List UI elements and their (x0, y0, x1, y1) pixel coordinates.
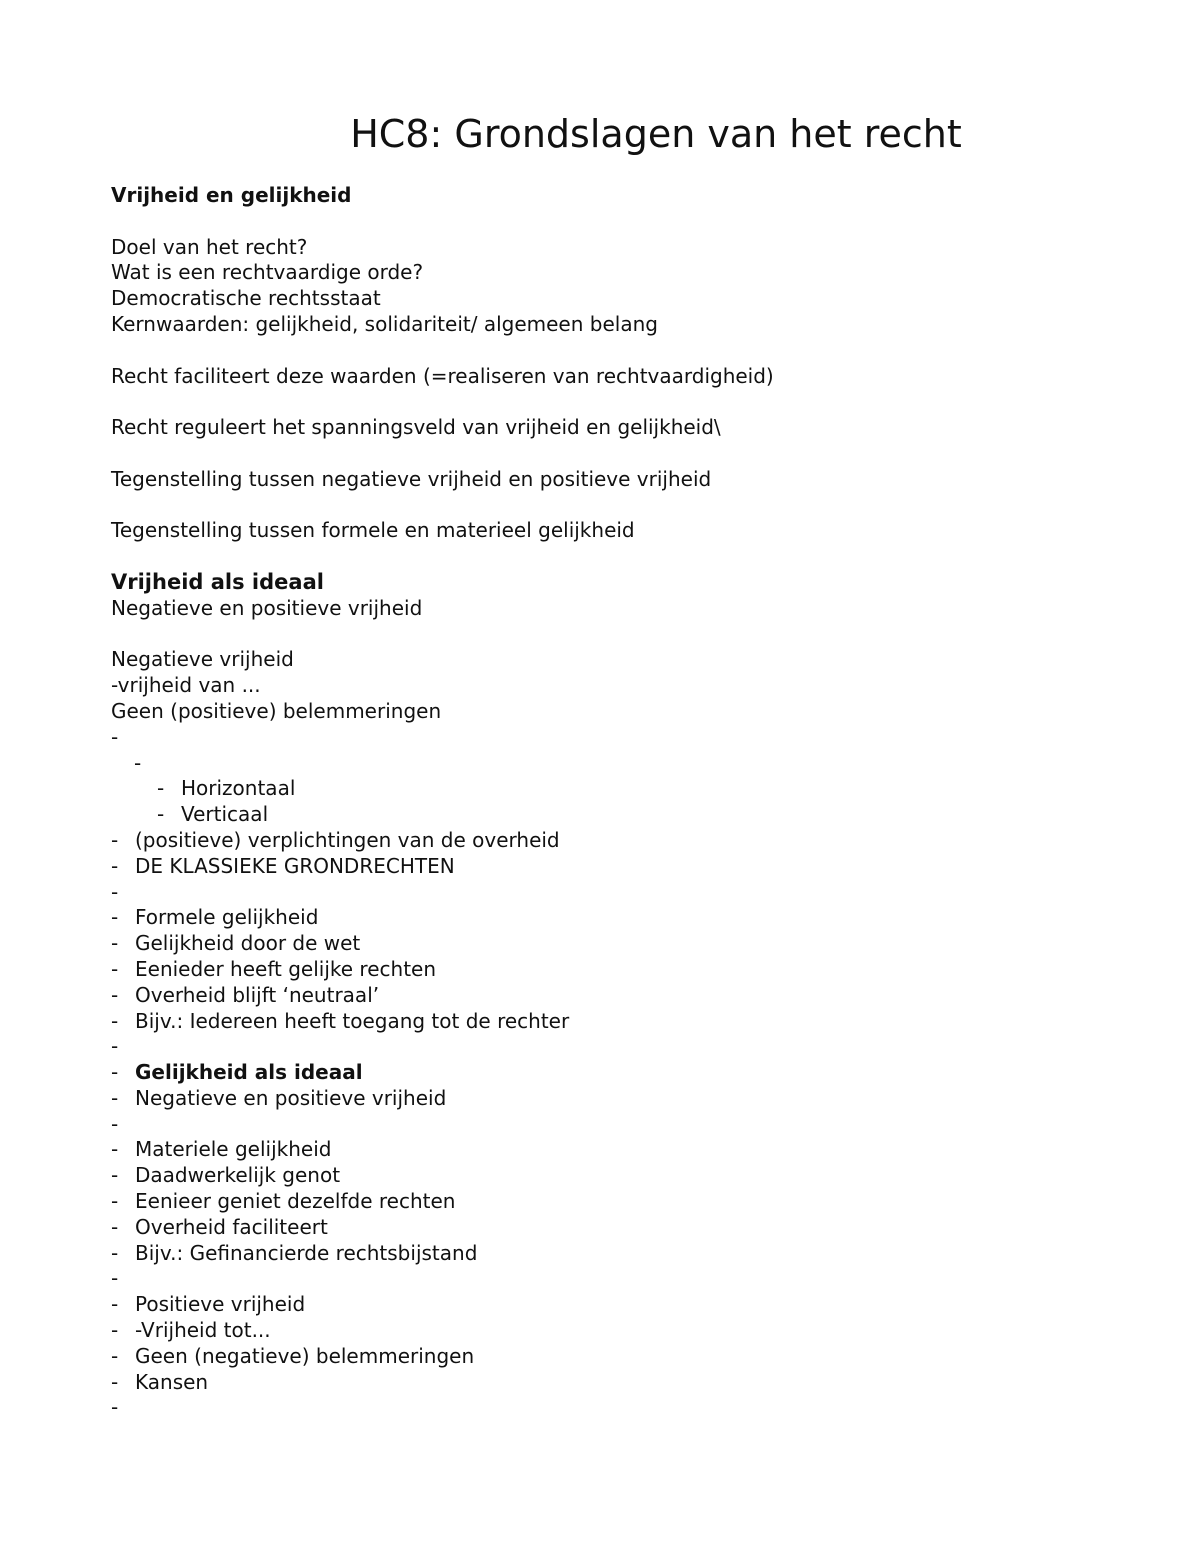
section-heading-vrijheid-en-gelijkheid: Vrijheid en gelijkheid (111, 183, 352, 207)
subheading: Negatieve en positieve vrijheid (111, 595, 423, 620)
blank-line (111, 338, 1111, 364)
bullet-item-empty (111, 1395, 1111, 1421)
bullet-dash: - (111, 1318, 119, 1343)
text-line: Democratische rechtsstaat (111, 286, 381, 311)
bullet-text: Negatieve en positieve vrijheid (135, 1085, 447, 1110)
bullet-text: Verticaal (181, 802, 269, 827)
paragraph: Recht faciliteert deze waarden (=realiseren van rechtvaardigheid) (111, 363, 774, 388)
bullet-text: Bijv.: Iedereen heeft toegang tot de rechter (135, 1008, 570, 1033)
blank-line (111, 389, 1111, 415)
bullet-text: DE KLASSIEKE GRONDRECHTEN (135, 853, 455, 878)
text-line: Geen (positieve) belemmeringen (111, 698, 442, 723)
bullet-item-empty (111, 751, 1111, 777)
blank-line (111, 544, 1111, 570)
bullet-text: Daadwerkelijk genot (135, 1163, 341, 1188)
bullet-dash: - (111, 1034, 119, 1059)
text-line: Kernwaarden: gelijkheid, solidariteit/ algemeen belang (111, 311, 658, 336)
bullet-text: Eenieder heeft gelijke rechten (135, 956, 437, 981)
bullet-dash: - (111, 1163, 119, 1188)
bullet-dash: - (111, 1085, 119, 1110)
bullet-dash: - (111, 905, 119, 930)
bullet-dash: - (111, 1137, 119, 1162)
paragraph: Tegenstelling tussen negatieve vrijheid en positieve vrijheid (111, 466, 712, 491)
blank-line (111, 622, 1111, 648)
bullet-item (111, 1009, 1111, 1035)
bullet-dash: - (111, 931, 119, 956)
bullet-dash: - (111, 1240, 119, 1265)
bullet-dash: - (111, 956, 119, 981)
bullet-item (111, 1137, 1111, 1163)
bullet-item-empty (111, 1034, 1111, 1060)
paragraph: Tegenstelling tussen formele en materieel gelijkheid (111, 518, 635, 543)
blank-line (111, 441, 1111, 467)
bullet-heading: Gelijkheid als ideaal (135, 1060, 363, 1085)
bullet-dash: - (134, 750, 142, 775)
bullet-dash: - (111, 1343, 119, 1368)
bullet-text: Positieve vrijheid (135, 1292, 306, 1317)
bullet-text: Overheid faciliteert (135, 1214, 328, 1239)
text-line: Negatieve vrijheid (111, 647, 294, 672)
bullet-item-empty (111, 1112, 1111, 1138)
section-heading-vrijheid-als-ideaal: Vrijheid als ideaal (111, 569, 324, 594)
bullet-item (111, 1189, 1111, 1215)
bullet-item-empty (111, 1266, 1111, 1292)
bullet-item (111, 1292, 1111, 1318)
bullet-dash: - (111, 1395, 119, 1420)
bullet-text: Horizontaal (181, 776, 296, 801)
bullet-dash: - (111, 879, 119, 904)
bullet-item (111, 905, 1111, 931)
bullet-item (111, 1344, 1111, 1370)
bullet-item (111, 957, 1111, 983)
bullet-dash: - (111, 853, 119, 878)
bullet-item (111, 828, 1111, 854)
paragraph: Recht reguleert het spanningsveld van vrijheid en gelijkheid\ (111, 415, 721, 440)
bullet-dash: - (111, 1214, 119, 1239)
bullet-dash: - (111, 1189, 119, 1214)
bullet-text: (positieve) verplichtingen van de overheid (135, 827, 560, 852)
question-line: Doel van het recht? (111, 234, 308, 259)
bullet-item (111, 983, 1111, 1009)
bullet-text: Geen (negatieve) belemmeringen (135, 1343, 475, 1368)
bullet-item (111, 802, 1111, 828)
page-title: HC8: Grondslagen van het recht (350, 112, 962, 156)
bullet-text: Eenieer geniet dezelfde rechten (135, 1189, 456, 1214)
bullet-text: Bijv.: Gefinancierde rechtsbijstand (135, 1240, 478, 1265)
bullet-dash: - (111, 1292, 119, 1317)
bullet-item (111, 1318, 1111, 1344)
bullet-item-empty (111, 725, 1111, 751)
bullet-item (111, 1163, 1111, 1189)
bullet-dash: - (111, 1008, 119, 1033)
blank-line (111, 493, 1111, 519)
bullet-dash: - (111, 1060, 119, 1085)
bullet-text: Gelijkheid door de wet (135, 931, 361, 956)
bullet-dash: - (111, 724, 119, 749)
bullet-dash: - (157, 776, 165, 801)
bullet-item (111, 1370, 1111, 1396)
document-body (111, 183, 1111, 1421)
bullet-text: Materiele gelijkheid (135, 1137, 332, 1162)
bullet-text: Formele gelijkheid (135, 905, 319, 930)
bullet-item (111, 931, 1111, 957)
bullet-dash: - (111, 1111, 119, 1136)
bullet-dash: - (111, 1369, 119, 1394)
bullet-item (111, 1215, 1111, 1241)
text-line: -vrijheid van ... (111, 673, 261, 698)
bullet-dash: - (111, 982, 119, 1007)
bullet-item (111, 1086, 1111, 1112)
bullet-item (111, 854, 1111, 880)
bullet-dash: - (157, 802, 165, 827)
blank-line (111, 209, 1111, 235)
bullet-item-empty (111, 880, 1111, 906)
bullet-item (111, 1241, 1111, 1267)
question-line: Wat is een rechtvaardige orde? (111, 260, 424, 285)
bullet-item (111, 1060, 1111, 1086)
bullet-dash: - (111, 827, 119, 852)
bullet-text: Overheid blijft ‘neutraal’ (135, 982, 380, 1007)
bullet-text: -Vrijheid tot... (135, 1318, 271, 1343)
bullet-text: Kansen (135, 1369, 209, 1394)
bullet-dash: - (111, 1266, 119, 1291)
bullet-item (111, 776, 1111, 802)
